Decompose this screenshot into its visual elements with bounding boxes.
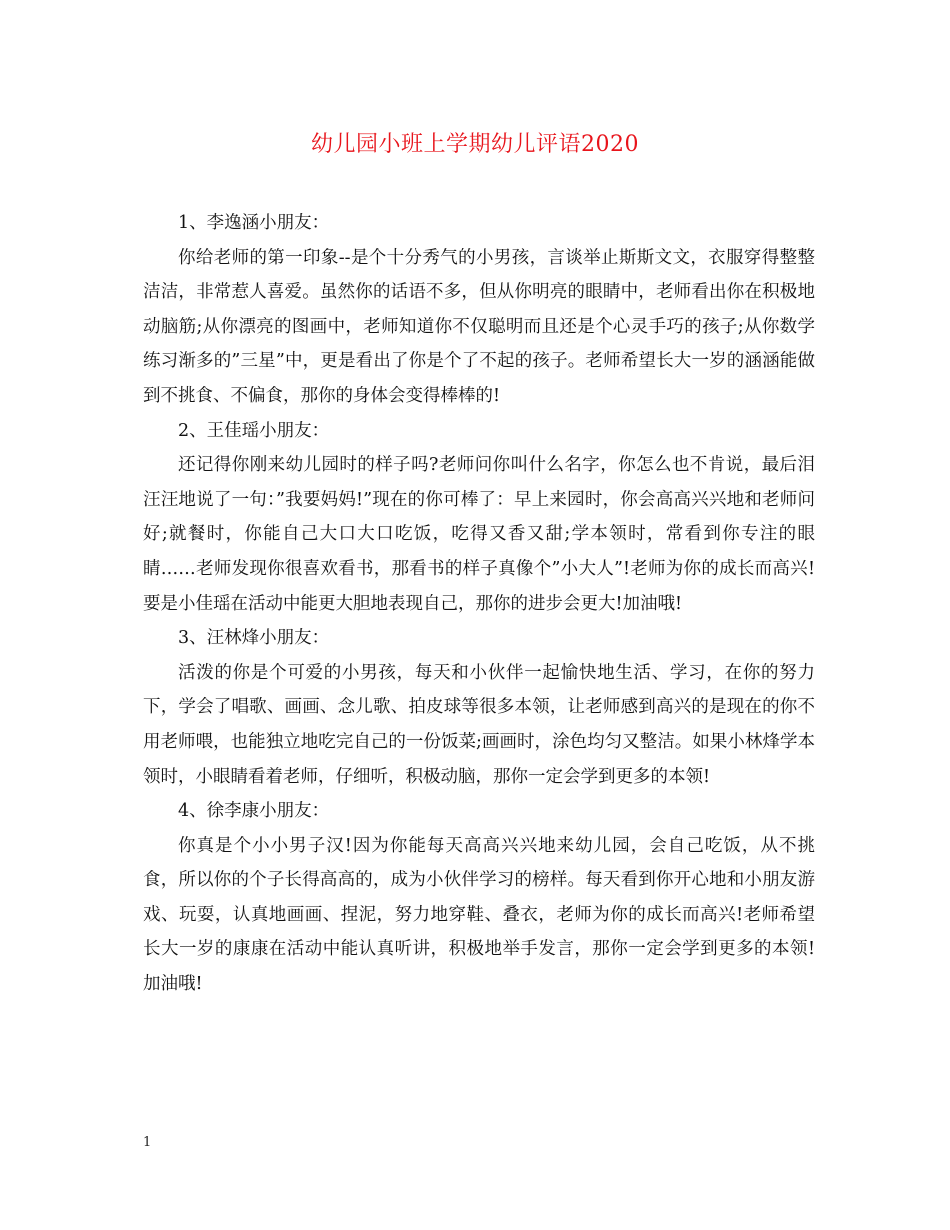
entry-heading: 2、王佳瑶小朋友： bbox=[178, 420, 330, 441]
page-number: 1 bbox=[143, 1135, 152, 1150]
entry-heading: 3、汪林烽小朋友： bbox=[178, 628, 330, 649]
document-title: 幼儿园小班上学期幼儿评语2020 bbox=[311, 132, 639, 157]
entry-paragraph: 活泼的你是个可爱的小男孩，每天和小伙伴一起愉快地生活、学习，在你的努力下，学会了唱歌、画画、念儿歌、拍皮球等很多本领，让老师感到高兴的是现在的你不用老师喂，也能独立地吃完自己的一份饭菜;画画时，涂色均匀又整洁。如果小林烽学本领时，小眼睛看着老师，仔细听，积极动脑，那你一定会学到更多的本领! bbox=[143, 662, 815, 787]
entry-paragraph: 你给老师的第一印象--是个十分秀气的小男孩，言谈举止斯斯文文，衣服穿得整整洁洁，非常惹人喜爱。虽然你的话语不多，但从你明亮的眼睛中，老师看出你在积极地动脑筋;从你漂亮的图画中，老师知道你不仅聪明而且还是个心灵手巧的孩子;从你数学练习渐多的”三星”中，更是看出了你是个了不起的孩子。老师希望长大一岁的涵涵能做到不挑食、不偏食，那你的身体会变得棒棒的! bbox=[143, 247, 815, 406]
entry-heading: 4、徐李康小朋友： bbox=[178, 801, 330, 822]
entry-heading: 1、李逸涵小朋友： bbox=[178, 213, 330, 233]
entry-paragraph: 你真是个小小男子汉!因为你能每天高高兴兴地来幼儿园，会自己吃饭，从不挑食，所以你的个子长得高高的，成为小伙伴学习的榜样。每天看到你开心地和小朋友游戏、玩耍，认真地画画、捏泥，努力地穿鞋、叠衣，老师为你的成长而高兴!老师希望长大一岁的康康在活动中能认真听讲，积极地举手发言，那你一定会学到更多的本领!加油哦! bbox=[143, 835, 815, 995]
document-body bbox=[143, 206, 815, 1002]
entry-paragraph: 还记得你刚来幼儿园时的样子吗?老师问你叫什么名字，你怎么也不肯说，最后泪汪汪地说了一句：”我要妈妈!”现在的你可棒了：早上来园时，你会高高兴兴地和老师问好;就餐时，你能自己大口大口吃饭，吃得又香又甜;学本领时，常看到你专注的眼睛……老师发现你很喜欢看书，那看书的样子真像个”小大人”!老师为你的成长而高兴!要是小佳瑶在活动中能更大胆地表现自己，那你的进步会更大!加油哦! bbox=[143, 455, 815, 614]
